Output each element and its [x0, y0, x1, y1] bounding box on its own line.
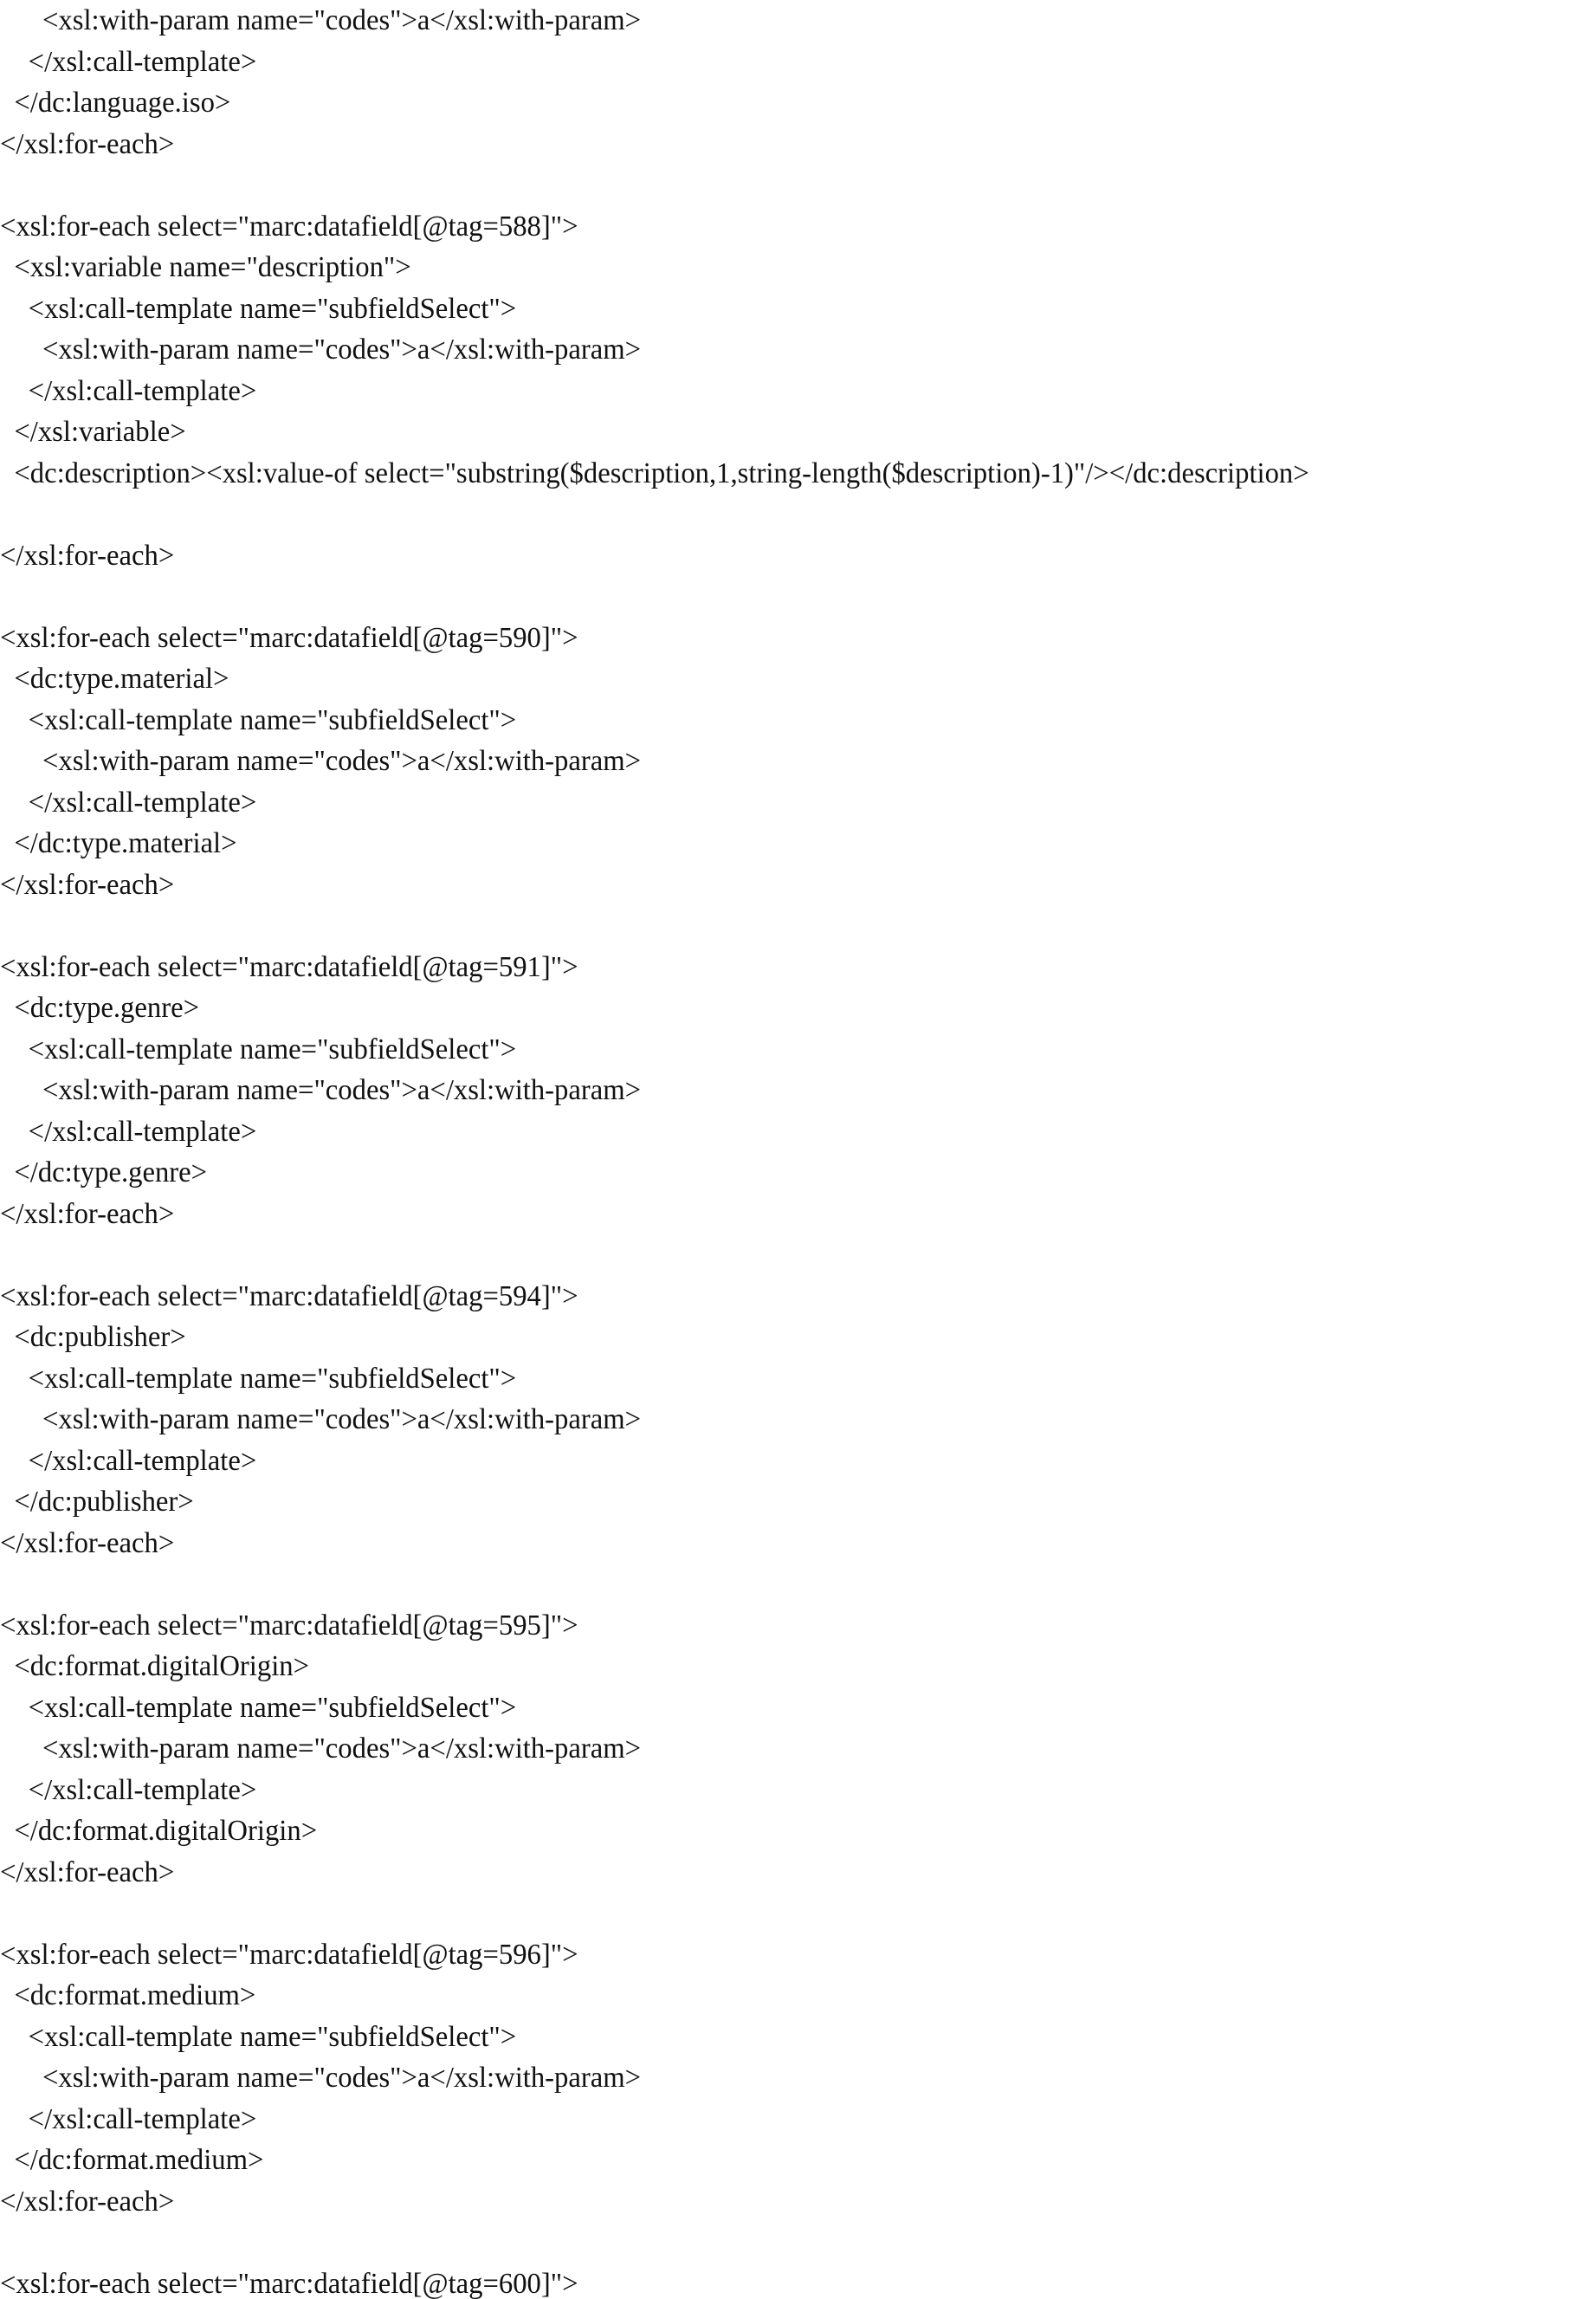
code-line: </xsl:call-template> — [0, 374, 257, 407]
code-line: </xsl:call-template> — [0, 786, 257, 819]
code-line: <dc:format.medium> — [0, 1979, 256, 2011]
code-line: <xsl:call-template name="subfieldSelect"> — [0, 2020, 517, 2053]
code-line: </dc:language.iso> — [0, 87, 231, 119]
code-line: <xsl:with-param name="codes">a</xsl:with-param> — [0, 745, 642, 777]
code-line: </xsl:for-each> — [0, 539, 175, 572]
code-line: <xsl:for-each select="marc:datafield[@tag=594]"> — [0, 1279, 578, 1312]
code-line: <xsl:with-param name="codes">a</xsl:with-param> — [0, 1732, 642, 1765]
code-line: <xsl:call-template name="subfieldSelect"> — [0, 1033, 517, 1065]
code-line: </xsl:call-template> — [0, 1773, 257, 1806]
code-line: <xsl:with-param name="codes">a</xsl:with-param> — [0, 4, 642, 36]
code-line: <xsl:for-each select="marc:datafield[@tag=596]"> — [0, 1938, 578, 1971]
code-line: <xsl:with-param name="codes">a</xsl:with-param> — [0, 1074, 642, 1106]
code-line: </xsl:for-each> — [0, 2185, 175, 2218]
code-line: <dc:format.digitalOrigin> — [0, 1650, 310, 1682]
code-line: <xsl:call-template name="subfieldSelect"> — [0, 1691, 517, 1724]
code-line: <xsl:call-template name="subfieldSelect"> — [0, 703, 517, 736]
code-line: </dc:publisher> — [0, 1486, 194, 1518]
code-line: </xsl:for-each> — [0, 1526, 175, 1559]
code-line: </dc:type.material> — [0, 827, 237, 859]
code-line: <dc:type.genre> — [0, 992, 200, 1024]
code-line: <xsl:for-each select="marc:datafield[@tag=591]"> — [0, 950, 578, 983]
code-line: <xsl:for-each select="marc:datafield[@tag=595]"> — [0, 1609, 578, 1642]
code-line: <xsl:call-template name="subfieldSelect"> — [0, 292, 517, 325]
code-line: </xsl:for-each> — [0, 1855, 175, 1888]
code-line: <xsl:for-each select="marc:datafield[@tag=600]"> — [0, 2267, 578, 2299]
code-line: <xsl:with-param name="codes">a</xsl:with-param> — [0, 2062, 642, 2094]
code-line: <xsl:variable name="description"> — [0, 251, 411, 283]
code-line: </xsl:for-each> — [0, 868, 175, 901]
code-line: </xsl:for-each> — [0, 127, 175, 160]
code-line: <dc:type.material> — [0, 663, 229, 695]
code-line: </dc:type.genre> — [0, 1156, 208, 1188]
code-line: </xsl:call-template> — [0, 1444, 257, 1477]
code-line: </xsl:call-template> — [0, 1115, 257, 1148]
code-line: <xsl:for-each select="marc:datafield[@tag=588]"> — [0, 210, 578, 243]
code-line: </xsl:variable> — [0, 416, 186, 448]
code-line: <xsl:with-param name="codes">a</xsl:with-param> — [0, 1403, 642, 1435]
code-line: <xsl:for-each select="marc:datafield[@tag=590]"> — [0, 621, 578, 654]
code-line: </xsl:call-template> — [0, 2102, 257, 2135]
code-line: <dc:publisher> — [0, 1321, 186, 1353]
code-line: </xsl:for-each> — [0, 1197, 175, 1230]
code-line: </dc:format.digitalOrigin> — [0, 1815, 318, 1847]
code-line: <dc:description><xsl:value-of select="substring($description,1,string-length($description)-1)"/></dc:description> — [0, 457, 1309, 489]
code-line: </dc:format.medium> — [0, 2144, 264, 2176]
code-line: </xsl:call-template> — [0, 45, 257, 78]
code-line: <xsl:call-template name="subfieldSelect"> — [0, 1362, 517, 1395]
code-line: <xsl:with-param name="codes">a</xsl:with-param> — [0, 334, 642, 366]
